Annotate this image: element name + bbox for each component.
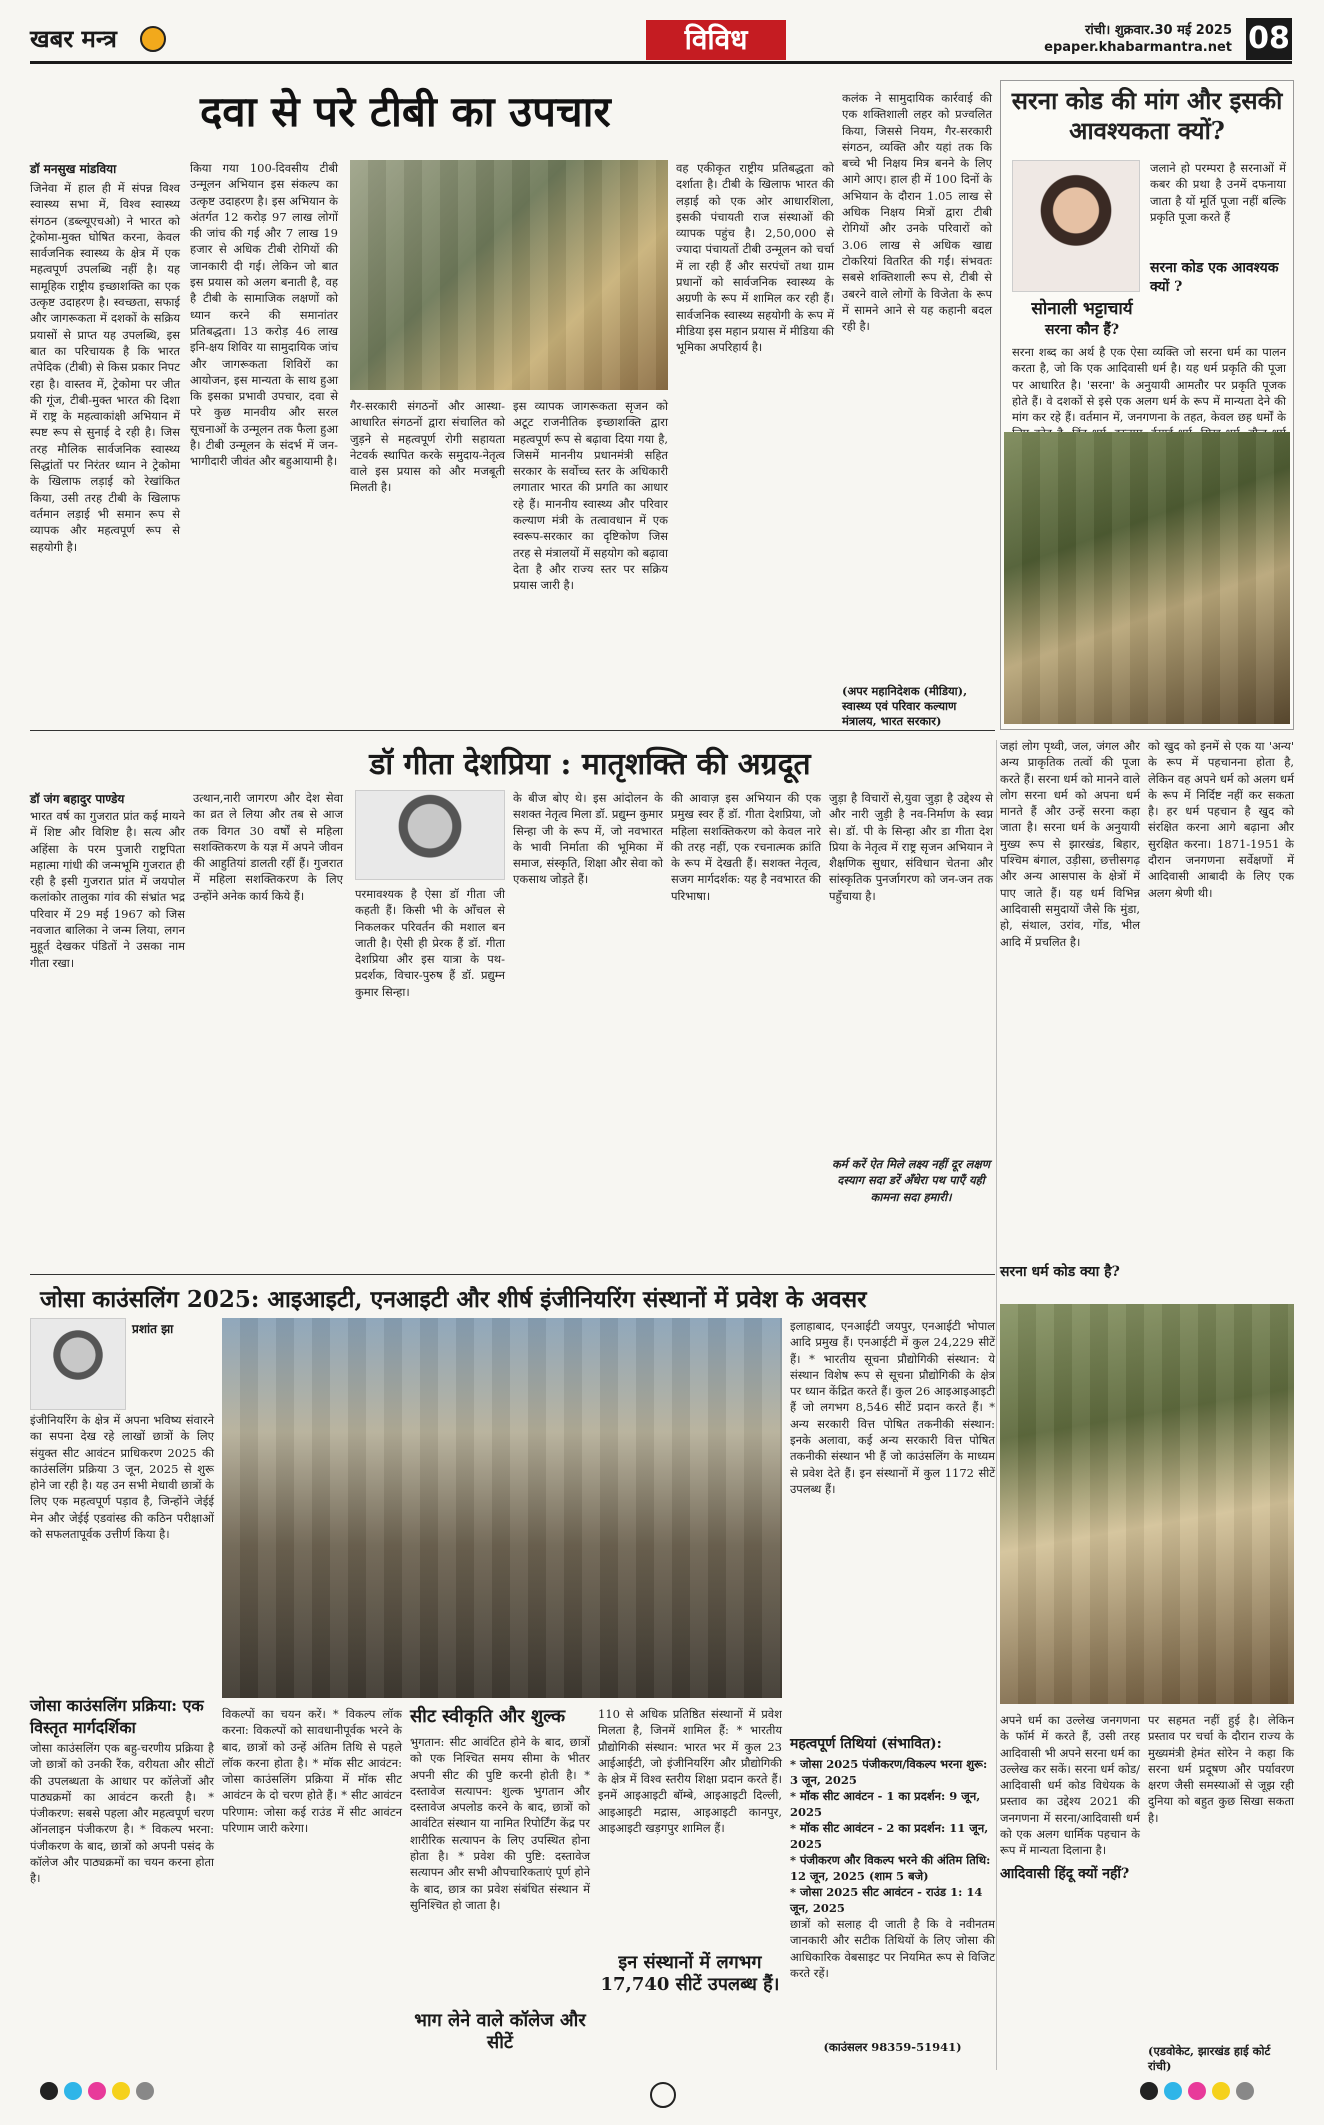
sarna-column-b: जहां लोग पृथ्वी, जल, जंगल और अन्य प्राकृतिक तत्वों की पूजा करते हैं। सरना धर्म को मानने वाले लोग सरना धर्म को अपना धर्म मानते हैं और उन्हें सरना कहा जाता है। सरना धर्म के अनुयायी मुख्य रूप से झारखंड, बिहार, पश्चिम बंगाल, उड़ीसा, छत्तीसगढ़ और अन्य आसपास के क्षेत्रों में पाए जाते हैं। यह धर्म विभिन्न आदिवासी समुदायों जैसे कि मुंडा, हो, संथाल, उरांव, गोंड, भील आदि में प्रचलित है। bbox=[1000, 739, 1140, 949]
tb-photo bbox=[350, 160, 668, 390]
josaa-date-item: * मॉक सीट आवंटन - 2 का प्रदर्शन: 11 जून, 2025 bbox=[790, 1821, 989, 1851]
sarna-question-3: आदिवासी हिंदू क्यों नहीं? bbox=[1000, 1866, 1130, 1882]
josaa-headline: जोसा काउंसलिंग 2025: आइआइटी, एनआइटी और शीर्ष इंजीनियरिंग संस्थानों में प्रवेश के अवसर bbox=[40, 1286, 867, 1313]
sarna-headline: सरना कोड की मांग और इसकी आवश्यकता क्यों? bbox=[1011, 86, 1283, 145]
registration-dot-icon bbox=[1188, 2082, 1206, 2100]
josaa-date-item: * पंजीकरण और विकल्प भरने की अंतिम तिथि: 12 जून, 2025 (शाम 5 बजे) bbox=[790, 1853, 991, 1883]
josaa-column-d: 110 से अधिक प्रतिष्ठित संस्थानों में प्रवेश मिलता है, जिनमें शामिल हैं: * भारतीय प्रौद्योगिकी संस्थान: भारत भर में कुल 23 आईआईटी, जो इंजीनियरिंग और प्रौद्योगिकी के क्षेत्र में विश्व स्तरीय शिक्षा प्रदान करते हैं। इनमें आइआइटी बॉम्बे, आइआइटी दिल्ली, आइआइटी मद्रास, आइआइटी कानपुर, आइआइटी खड़गपुर शामिल हैं। bbox=[598, 1707, 782, 1836]
sarna-column-d: अपने धर्म का उल्लेख जनगणना के फॉर्म में करते हैं, उसी तरह आदिवासी भी अपने सरना धर्म का उल्लेख कर सकें। सरना धर्म कोड/आदिवासी धर्म कोड विधेयक के प्रस्ताव का उद्देश्य 2021 की जनगणना में सरना/आदिवासी धर्म को एक अलग धार्मिक पहचान के रूप में मान्यता दिलाना है। bbox=[1000, 1713, 1140, 1858]
brand-logo-icon bbox=[140, 26, 166, 52]
josaa-date-item: * मॉक सीट आवंटन - 1 का प्रदर्शन: 9 जून, 2025 bbox=[790, 1789, 981, 1819]
masthead bbox=[30, 22, 1292, 64]
geeta-column-1: भारत वर्ष का गुजरात प्रांत कई मायने में शिष्ट और विशिष्ट है। सत्य और अहिंसा के परम पुजारी राष्ट्रपिता महात्मा गांधी की जन्मभूमि गुजरात ही रही है इसी गुजरात प्रांत में जयपोल कलांकोर तालुका गांव की संभ्रांत भद्र परिवार में 29 मई 1967 को जिस नवजात बालिका ने जन्म लिया, लगन मुहूर्त देखकर पंडितों ने उसका नाम गीता रखा। bbox=[30, 809, 185, 970]
geeta-column-5: की आवाज़ इस अभियान की एक प्रमुख स्वर हैं डॉ. गीता देशप्रिया, जो महिला सशक्तिकरण को केवल नारे की तरह नहीं, एक रचनात्मक क्रांति के रूप में देखती हैं। सशक्त नेतृत्व, सजग मार्गदर्शक: यह है नवभारत की परिभाषा। bbox=[671, 791, 821, 903]
registration-dot-icon bbox=[136, 2082, 154, 2100]
josaa-dates-heading: महत्वपूर्ण तिथियां (संभावित): bbox=[790, 1736, 942, 1752]
divider bbox=[30, 1274, 995, 1275]
josaa-byline: प्रशांत झा bbox=[132, 1322, 174, 1336]
josaa-date-item: * जोसा 2025 पंजीकरण/विकल्प भरना शुरू: 3 जून, 2025 bbox=[790, 1757, 988, 1787]
sarna-credit: (एडवोकेट, झारखंड हाई कोर्ट रांची) bbox=[1148, 2044, 1271, 2073]
website: epaper.khabarmantra.net bbox=[1044, 40, 1232, 55]
newspaper-brand: खबर मन्त्र bbox=[30, 24, 117, 53]
josaa-subhead: जोसा काउंसलिंग प्रक्रिया: एक विस्तृत मार्गदर्शिका bbox=[30, 1696, 204, 1737]
tb-headline: दवा से परे टीबी का उपचार bbox=[200, 87, 611, 136]
tb-column-3: इस व्यापक जागरूकता सृजन को अटूट राजनीतिक इच्छाशक्ति द्वारा महत्वपूर्ण रूप से बढ़ावा दिया गया है, जिसमें माननीय प्रधानमंत्री सहित सरकार के सर्वोच्च स्तर के अधिकारी लगातार भारत की प्रगति का आधार रहे हैं। माननीय स्वास्थ्य और परिवार कल्याण मंत्री के तत्वावधान में एक स्वरूप-सरकार का दृष्टिकोण जिस तरह से मंत्रालयों में सहयोग को बढ़ावा देता है और राज्य स्तर पर सक्रिय प्रयास जारी है। bbox=[513, 399, 668, 593]
sarna-column-c: को खुद को इनमें से एक या 'अन्य' के रूप में पहचानना होता है, लेकिन वह अपने धर्म को अलग धर्म के रूप में निर्दिष्ट नहीं कर सकता है। हर धर्म पहचान है खुद को संरक्षित करना आगे बढ़ाना और सुरक्षित करना। 1871-1951 के दौरान जनगणना सर्वेक्षणों में आदिवासी आबादी के लिए एक अलग श्रेणी थी। bbox=[1148, 739, 1294, 900]
sarna-column-e: पर सहमत नहीं हुई है। लेकिन प्रस्ताव पर चर्चा के दौरान राज्य के मुख्यमंत्री हेमंत सोरेन ने कहा कि सरना धर्म प्रदूषण और पर्यावरण क्षरण जैसी समस्याओं से जूझ रही दुनिया को बहुत कुछ सिखा सकता है। bbox=[1148, 1713, 1294, 1825]
josaa-intro: इंजीनियरिंग के क्षेत्र में अपना भविष्य संवारने का सपना देख रहे लाखों छात्रों के लिए संयुक्त सीट आवंटन प्राधिकरण 2025 की काउंसलिंग प्रक्रिया 3 जून, 2025 से शुरू होने जा रही है। यह उन सभी मेधावी छात्रों के लिए एक महत्वपूर्ण पड़ाव है, जिन्होंने जेईई मेन और जेईई एडवांस्ड की कठिन परीक्षाओं को सफलतापूर्वक उत्तीर्ण किया है। bbox=[30, 1413, 214, 1542]
registration-dot-icon bbox=[64, 2082, 82, 2100]
josaa-date-item: * जोसा 2025 सीट आवंटन - राउंड 1: 14 जून, 2025 bbox=[790, 1885, 983, 1915]
sarna-intro: जलाने हो परम्परा है सरनाओं में कबर की प्रथा है उनमें दफनाया जाता है यों मूर्ति पूजा नहीं बल्कि प्रकृति पूजा करते हैं bbox=[1150, 161, 1286, 224]
josaa-column-e: इलाहाबाद, एनआईटी जयपुर, एनआईटी भोपाल आदि प्रमुख हैं। एनआईटी में कुल 24,229 सीटें हैं। * भारतीय सूचना प्रौद्योगिकी संस्थान: ये संस्थान विशेष रूप से सूचना प्रौद्योगिकी के क्षेत्र पर ध्यान केंद्रित करते हैं। कुल 26 आइआइआइटी हैं जो लगभग 8,546 सीटें प्रदान करते हैं। * अन्य सरकारी वित्त पोषित तकनीकी संस्थान: इनके अलावा, कई अन्य सरकारी वित्त पोषित तकनीकी संस्थान भी हैं जो काउंसलिंग के माध्यम से प्रवेश देते हैं। इन संस्थानों में कुल 1172 सीटें उपलब्ध हैं। bbox=[790, 1319, 995, 1496]
sarna-question-2: सरना धर्म कोड क्या है? bbox=[1000, 1264, 1120, 1280]
geeta-column-4: के बीज बोए थे। इस आंदोलन के सशक्त नेतृत्व मिला डॉ. प्रद्युम्न कुमार सिन्हा जी के रूप में, जो नवभारत के भावी निर्माता की भूमिका में समाज, संस्कृति, शिक्षा और सेवा को एकसाथ जोड़ते हैं। bbox=[513, 791, 663, 887]
josaa-highlight-2: भाग लेने वाले कॉलेज और सीटें bbox=[414, 2010, 586, 2053]
column-separator bbox=[996, 740, 997, 2070]
registration-dot-icon bbox=[112, 2082, 130, 2100]
josaa-highlight-3: इन संस्थानों में लगभग 17,740 सीटें उपलब्ध हैं। bbox=[600, 1952, 780, 1995]
section-tag: विविध bbox=[646, 20, 786, 60]
crosshair-icon bbox=[650, 2082, 676, 2108]
date: रांची। शुक्रवार.30 मई 2025 bbox=[1085, 23, 1232, 38]
josaa-dates-list bbox=[790, 1756, 995, 1916]
dateline bbox=[972, 22, 1232, 56]
geeta-column-2: उत्थान,नारी जागरण और देश सेवा का व्रत ले लिया और तब से आज तक विगत 30 वर्षों से महिला सशक्तिकरण के यज्ञ में अपने जीवन की आहुतियां डालती रहीं हैं। गुजरात में महिला सशक्तिकरण के लिए उन्होंने अनेक कार्य किये हैं। bbox=[193, 791, 343, 903]
sarna-subhead: सरना कौन हैं? bbox=[1044, 322, 1120, 338]
geeta-column-3: परमावश्यक है ऐसा डॉ गीता जी कहती हैं। किसी भी के आँचल से निकलकर परिवर्तन की मशाल बन जाती है। ऐसी ही प्रेरक हैं डॉ. गीता देशप्रिया और इस यात्रा के पथ-प्रदर्शक, विचार-पुरुष हैं डॉ. प्रद्युम्न कुमार सिन्हा। bbox=[355, 887, 505, 999]
josaa-column-a: जोसा काउंसलिंग एक बहु-चरणीय प्रक्रिया है जो छात्रों को उनकी रैंक, वरीयता और सीटों की उपलब्धता के आधार पर कॉलेजों और पाठ्यक्रमों का आवंटन करती है। * पंजीकरण: सबसे पहला और महत्वपूर्ण चरण ऑनलाइन पंजीकरण है। * विकल्प भरना: पंजीकरण के बाद, छात्रों को अपनी पसंद के कॉलेज और पाठ्यक्रमों का चयन करना होता है। bbox=[30, 1741, 214, 1886]
registration-dot-icon bbox=[1212, 2082, 1230, 2100]
tb-byline: डॉ मनसुख मांडविया bbox=[30, 162, 117, 176]
geeta-column-6: जुड़ा है विचारों से,युवा जुड़ा है उद्देश्य से और नारी जुड़ी है नव-निर्माण के स्वप्न से। डॉ. पी के सिन्हा और डा गीता देश प्रिया के नेतृत्व में राष्ट्र सृजन अभियान ने शैक्षणिक सुधार, संविधान चेतना और सांस्कृतिक पुनर्जागरण को जन-जन तक पहुँचाया है। bbox=[829, 791, 993, 903]
josaa-outro: छात्रों को सलाह दी जाती है कि वे नवीनतम जानकारी और सटीक तिथियों के लिए जोसा की आधिकारिक वेबसाइट पर नियमित रूप से विजिट करते रहें। bbox=[790, 1917, 995, 1980]
registration-dot-icon bbox=[1164, 2082, 1182, 2100]
sarna-question-1: सरना कोड एक आवश्यक क्यों ? bbox=[1150, 260, 1279, 295]
geeta-headline: डॉ गीता देशप्रिया : मातृशक्ति की अग्रदूत bbox=[369, 747, 811, 782]
tb-column-5: कलंक ने सामुदायिक कार्रवाई की एक शक्तिशाली लहर को प्रज्वलित किया, जिससे नियम, गैर-सरकारी संगठन, व्यक्ति और यहां तक कि बच्चे भी निक्षय मित्र बनने के लिए आगे आए। हाल ही में 100 दिनों के अभियान के दौरान 1.05 लाख से अधिक निक्षय मित्रों द्वारा टीबी रोगियों और उनके परिवारों को 3.06 लाख से अधिक खाद्य टोकरियां वितरित की गईं। संभवतः सबसे शक्तिशाली रूप से, टीबी से उबरने वाले लोगों के विजेता के रूप में सामने आने से यह कहानी बदल रही है। bbox=[842, 91, 992, 334]
tb-photo-caption: गैर-सरकारी संगठनों और आस्था-आधारित संगठनों द्वारा संचालित को जुड़ने से महत्वपूर्ण रोगी सहायता नेटवर्क स्थापित करके समुदाय-नेतृत्व वाले इस प्रयास को और मजबूती मिलती है। bbox=[350, 399, 505, 495]
sarna-ceremony-photo bbox=[1000, 1304, 1294, 1704]
geeta-photo bbox=[355, 790, 505, 880]
print-registration-marks bbox=[40, 2078, 1280, 2104]
josaa-column-b: विकल्पों का चयन करें। * विकल्प लॉक करना: विकल्पों को सावधानीपूर्वक भरने के बाद, छात्रों को उन्हें अंतिम तिथि से पहले लॉक करना होता है। * मॉक सीट आवंटन: जोसा काउंसलिंग प्रक्रिया में मॉक सीट आवंटन के दो चरण होते हैं। * सीट आवंटन परिणाम: जोसा कई राउंड में सीट आवंटन परिणाम जारी करेगा। bbox=[222, 1707, 402, 1836]
tb-column-1: जिनेवा में हाल ही में संपन्न विश्व स्वास्थ्य सभा में, विश्व स्वास्थ्य संगठन (डब्ल्यूएचओ) ने भारत को ट्रेकोमा-मुक्त घोषित करना, केवल सार्वजनिक स्वास्थ्य के क्षेत्र में एक महत्वपूर्ण उपलब्धि नहीं है। यह सामूहिक राष्ट्रीय इच्छाशक्ति का एक उत्कृष्ट उदाहरण है। स्वच्छता, सफाई और जागरूकता में दशकों के सक्रिय प्रयासों से प्राप्त यह उपलब्धि, इस बात का परिचायक है कि भारत तपेदिक (टीबी) से किस प्रकार निपट रहा है। वास्तव में, ट्रेकोमा पर जीत की गूंज, टीबी-मुक्त भारत की दिशा में राष्ट्र के महत्वाकांक्षी अभियान में स्पष्ट रूप से सुनाई दे रही है। जिस तरह मौलिक सार्वजनिक स्वास्थ्य सिद्धांतों पर निरंतर ध्यान ने ट्रेकोमा के खिलाफ लड़ाई को रेखांकित किया, उसी तरह टीबी के खिलाफ वर्तमान लड़ाई भी समान रूप से व्यापक और महत्वपूर्ण रूप से सहयोगी है। bbox=[30, 181, 180, 554]
registration-dot-icon bbox=[1140, 2082, 1158, 2100]
sarna-author-photo bbox=[1012, 160, 1140, 292]
tb-column-4: वह एकीकृत राष्ट्रीय प्रतिबद्धता को दर्शाता है। टीबी के खिलाफ भारत की लड़ाई को एक ओर आधारशिला, इसकी पंचायती राज संस्थाओं की व्यापक पहुंच है। 2,50,000 से ज्यादा पंचायतों टीबी उन्मूलन को चर्चा में ला रही हैं और सरपंचों तथा ग्राम प्रधानों को सार्वजनिक स्वास्थ्य के अग्रणी के रूप में शामिल कर रही हैं। सार्वजनिक स्वास्थ्य सहयोगी के रूप में मीडिया इस महान प्रयास में मीडिया की भूमिका अपरिहार्य है। bbox=[676, 161, 834, 355]
josaa-highlight-1: सीट स्वीकृति और शुल्क bbox=[410, 1706, 566, 1727]
josaa-students-photo bbox=[222, 1318, 782, 1698]
registration-dot-icon bbox=[88, 2082, 106, 2100]
josaa-credit: (काउंसलर 98359-51941) bbox=[823, 2040, 962, 2054]
page-number: 08 bbox=[1246, 18, 1292, 60]
tb-column-2: किया गया 100-दिवसीय टीबी उन्मूलन अभियान इस संकल्प का उत्कृष्ट उदाहरण है। इस अभियान के अंतर्गत 12 करोड़ 97 लाख लोगों की जांच की गई और 7 लाख 19 हजार से अधिक टीबी रोगियों की जानकारी दी गई। लेकिन जो बात इस प्रयास को अलग बनाती है, वह है टीबी के सामाजिक लक्षणों को ध्यान करने की समानांतर प्रतिबद्धता। 13 करोड़ 46 लाख इनि-क्षय शिविर या सामुदायिक जांच और जागरूकता शिविरों का आयोजन, इस मान्यता के साथ हुआ कि इसका प्रभावी उपचार, दवा से परे कुछ मानवीय और सरल सूचनाओं के उन्मूलन तक फैला हुआ है। टीबी उन्मूलन के संदर्भ में जन-भागीदारी जीवंत और बहुआयामी है। bbox=[190, 161, 338, 469]
sarna-column-a: सरना शब्द का अर्थ है एक ऐसा व्यक्ति जो सरना धर्म का पालन करता है, जो कि एक आदिवासी धर्म है। यह धर्म प्रकृति की पूजा पर आधारित है। 'सरना' के अनुयायी आमतौर पर प्रकृति पूजक होते हैं। वे दशकों से इसे एक अलग धर्म के रूप में मान्यता देने की मांग कर रहे हैं। वर्तमान में, जनगणना के तहत, केवल छह धर्मों के bbox=[1012, 345, 1286, 425]
registration-dot-icon bbox=[1236, 2082, 1254, 2100]
josaa-column-c: भुगतान: सीट आवंटित होने के बाद, छात्रों को एक निश्चित समय सीमा के भीतर अपनी सीट की पुष्टि करनी होती है। * दस्तावेज सत्यापन: शुल्क भुगतान और दस्तावेज अपलोड करने के बाद, छात्रों को आवंटित संस्थान या नामित रिपोर्टिंग केंद्र पर शारीरिक सत्यापन के लिए उपस्थित होना होता है। * प्रवेश की पुष्टि: दस्तावेज सत्यापन और सभी औपचारिकताएं पूर्ण होने के बाद, छात्र का प्रवेश संबंधित संस्थान में सुनिश्चित हो जाता है। bbox=[410, 1735, 590, 1912]
divider bbox=[30, 730, 995, 731]
sarna-author-name: सोनाली भट्टाचार्य bbox=[1031, 299, 1133, 319]
registration-dot-icon bbox=[40, 2082, 58, 2100]
sarna-photo bbox=[1004, 432, 1290, 724]
geeta-quote: कर्म करें ऐत मिले लक्ष्य नहीं दूर लक्षण दस्याग सदा डरें अँधेरा पथ पाएँ यही कामना सदा हमारी। bbox=[831, 1157, 991, 1204]
geeta-byline: डॉ जंग बहादुर पाण्डेय bbox=[30, 792, 125, 806]
tb-credit: (अपर महानिदेशक (मीडिया), स्वास्थ्य एवं परिवार कल्याण मंत्रालय, भारत सरकार) bbox=[842, 684, 968, 728]
